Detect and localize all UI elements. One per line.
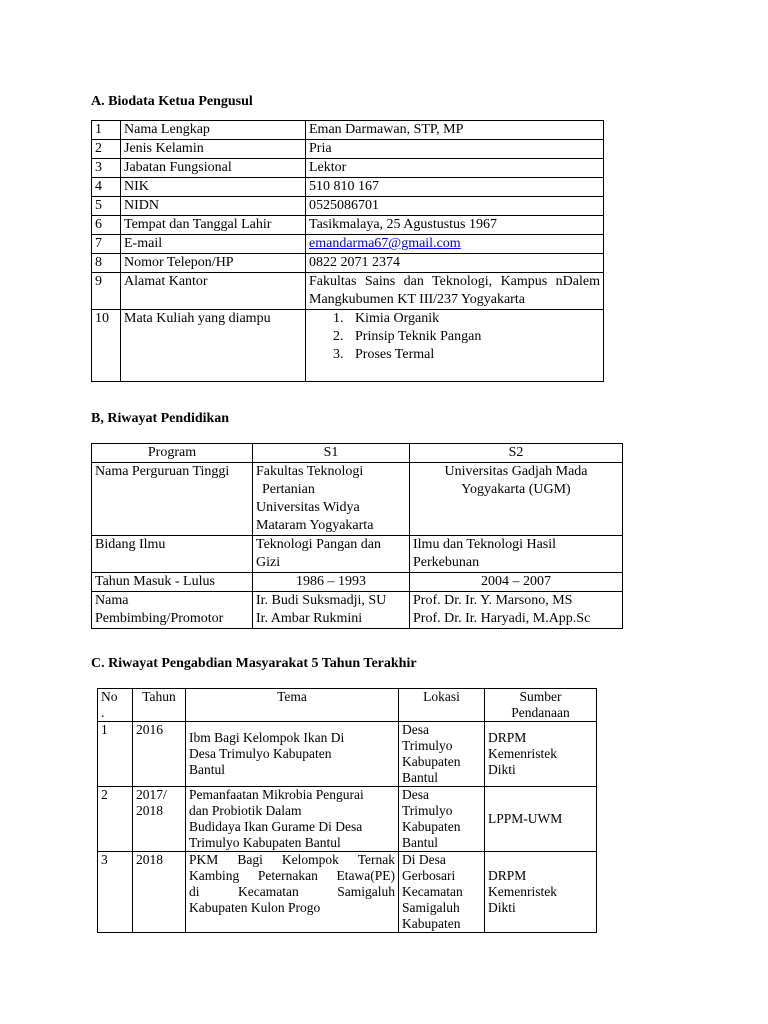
row-number: 10	[92, 310, 121, 382]
table-row	[92, 178, 604, 197]
text-line: Desa	[402, 787, 429, 802]
text-line: Gerbosari	[402, 868, 456, 883]
text-line: Ir. Budi Suksmadji, SU	[256, 593, 387, 608]
course-name: Proses Termal	[355, 347, 435, 362]
table-row	[92, 310, 604, 382]
list-item: 3. Proses Termal	[333, 347, 435, 362]
text-line: Desa Trimulyo Kabupaten	[189, 746, 332, 761]
text-line: Kemenristek	[488, 746, 557, 761]
row-value: 0525086701	[306, 197, 604, 216]
text-line: DRPM	[488, 868, 527, 883]
s1-value	[253, 536, 410, 573]
year-cell: 2016	[133, 722, 186, 787]
row-label: Bidang Ilmu	[92, 536, 253, 573]
column-header: Program	[92, 444, 253, 463]
row-label: Jabatan Fungsional	[121, 159, 306, 178]
table-row	[92, 273, 604, 310]
row-label: NIK	[121, 178, 306, 197]
text-line: Ilmu dan Teknologi Hasil	[413, 537, 557, 552]
theme-cell	[186, 722, 399, 787]
year-cell: 2018	[133, 852, 186, 933]
location-cell	[399, 852, 485, 933]
text-line: Kecamatan	[402, 884, 463, 899]
table-row	[92, 159, 604, 178]
education-table	[91, 443, 623, 629]
text-line: Teknologi Pangan dan	[256, 537, 381, 552]
row-number: 6	[92, 216, 121, 235]
text-line: PKM Bagi Kelompok Ternak	[189, 852, 395, 867]
row-label: Nama Perguruan Tinggi	[92, 463, 253, 536]
text-line: Universitas Widya	[256, 500, 360, 515]
text-line: Kabupaten	[402, 754, 461, 769]
text-line: Trimulyo	[402, 738, 453, 753]
row-label: Tahun Masuk - Lulus	[92, 573, 253, 592]
s2-value: 2004 – 2007	[410, 573, 623, 592]
text-line: 2017/	[136, 787, 167, 802]
text-line: Di Desa	[402, 852, 446, 867]
course-list-cell	[306, 310, 604, 382]
text-line: Budidaya Ikan Gurame Di Desa	[189, 819, 363, 834]
course-name: Kimia Organik	[355, 311, 440, 326]
text-line: Pendanaan	[511, 705, 570, 720]
text-line: Prof. Dr. Ir. Y. Marsono, MS	[413, 593, 573, 608]
community-service-table	[97, 688, 597, 933]
table-row	[92, 592, 623, 629]
column-header: Tema	[186, 689, 399, 722]
biodata-table	[91, 120, 604, 382]
text-line: Gizi	[256, 555, 281, 570]
row-value: Tasikmalaya, 25 Agustustus 1967	[306, 216, 604, 235]
s1-value: 1986 – 1993	[253, 573, 410, 592]
text-line: Prof. Dr. Ir. Haryadi, M.App.Sc	[413, 611, 591, 626]
text-line: .	[101, 705, 105, 720]
text-line: Kabupaten	[402, 916, 461, 931]
text-line: Mataram Yogyakarta	[256, 518, 374, 533]
row-number: 5	[92, 197, 121, 216]
text-line: Bantul	[402, 835, 438, 850]
theme-cell	[186, 852, 399, 933]
text-line: Kemenristek	[488, 884, 557, 899]
text-line: No	[101, 689, 118, 704]
text-line: Universitas Gadjah Mada	[444, 464, 588, 479]
row-value: Fakultas Sains dan Teknologi, Kampus nDalem Mangkubumen KT III/237 Yogyakarta	[306, 273, 604, 310]
section-b-title: B, Riwayat Pendidikan	[91, 411, 230, 426]
row-number: 3	[98, 852, 133, 933]
text-line: DRPM	[488, 730, 527, 745]
column-header: Tahun	[133, 689, 186, 722]
text-line: Ibm Bagi Kelompok Ikan Di	[189, 730, 345, 745]
column-header: Lokasi	[399, 689, 485, 722]
text-line: Nama	[95, 593, 129, 608]
text-line: 2018	[136, 803, 163, 818]
table-row	[92, 536, 623, 573]
column-header	[98, 689, 133, 722]
text-line: di Kecamatan Samigaluh	[189, 884, 395, 899]
s1-value	[253, 463, 410, 536]
s2-value	[410, 536, 623, 573]
funding-cell	[485, 722, 597, 787]
row-label: Nama Lengkap	[121, 121, 306, 140]
table-row	[98, 787, 597, 852]
row-number: 4	[92, 178, 121, 197]
row-label: Tempat dan Tanggal Lahir	[121, 216, 306, 235]
list-item: 2. Prinsip Teknik Pangan	[333, 329, 482, 344]
row-number: 1	[92, 121, 121, 140]
course-name: Prinsip Teknik Pangan	[355, 329, 482, 344]
column-header: S2	[410, 444, 623, 463]
table-row	[92, 463, 623, 536]
table-row	[92, 121, 604, 140]
table-row	[98, 852, 597, 933]
table-row	[92, 216, 604, 235]
row-number: 7	[92, 235, 121, 254]
text-line: Desa	[402, 722, 429, 737]
row-label: E-mail	[121, 235, 306, 254]
text-line: Trimulyo	[402, 803, 453, 818]
s2-value	[410, 463, 623, 536]
table-row	[92, 254, 604, 273]
text-line: Samigaluh	[402, 900, 460, 915]
text-line: Bantul	[402, 770, 438, 785]
text-line: Perkebunan	[413, 555, 480, 570]
funding-cell	[485, 852, 597, 933]
location-cell	[399, 722, 485, 787]
text-line: Pertanian	[262, 482, 315, 497]
table-header-row	[98, 689, 597, 722]
text-line: Kabupaten Kulon Progo	[189, 900, 321, 915]
theme-cell	[186, 787, 399, 852]
column-header	[485, 689, 597, 722]
text-line: Dikti	[488, 900, 516, 915]
row-label: Nomor Telepon/HP	[121, 254, 306, 273]
row-number: 1	[98, 722, 133, 787]
table-row	[92, 573, 623, 592]
row-number: 9	[92, 273, 121, 310]
row-number: 8	[92, 254, 121, 273]
funding-cell: LPPM-UWM	[485, 787, 597, 852]
row-label: NIDN	[121, 197, 306, 216]
row-label	[92, 592, 253, 629]
row-number: 2	[98, 787, 133, 852]
text-line: Bantul	[189, 762, 225, 777]
column-header: S1	[253, 444, 410, 463]
row-number: 2	[92, 140, 121, 159]
row-number: 3	[92, 159, 121, 178]
table-row	[92, 140, 604, 159]
text-line: Yogyakarta (UGM)	[461, 482, 571, 497]
text-line: Kabupaten	[402, 819, 461, 834]
email-link[interactable]: emandarma67@gmail.com	[309, 236, 461, 251]
table-row	[92, 235, 604, 254]
row-value: Eman Darmawan, STP, MP	[306, 121, 604, 140]
row-value: 510 810 167	[306, 178, 604, 197]
section-c-title: C. Riwayat Pengabdian Masyarakat 5 Tahun Terakhir	[91, 656, 417, 671]
table-header-row	[92, 444, 623, 463]
row-value: Pria	[306, 140, 604, 159]
location-cell	[399, 787, 485, 852]
text-line: dan Probiotik Dalam	[189, 803, 302, 818]
text-line: Sumber	[519, 689, 562, 704]
text-line: Fakultas Teknologi	[256, 464, 364, 479]
text-line: Pembimbing/Promotor	[95, 611, 224, 626]
row-value: Lektor	[306, 159, 604, 178]
s2-value	[410, 592, 623, 629]
row-label: Jenis Kelamin	[121, 140, 306, 159]
section-a-title: A. Biodata Ketua Pengusul	[91, 94, 253, 109]
text-line: Kambing Peternakan Etawa(PE)	[189, 868, 395, 883]
table-row	[92, 197, 604, 216]
row-value	[306, 235, 604, 254]
course-list	[309, 310, 600, 364]
text-line: Pemanfaatan Mikrobia Pengurai	[189, 787, 364, 802]
text-line: Trimulyo Kabupaten Bantul	[189, 835, 341, 850]
list-item: 1. Kimia Organik	[333, 311, 440, 326]
s1-value	[253, 592, 410, 629]
table-row	[98, 722, 597, 787]
row-label: Mata Kuliah yang diampu	[121, 310, 306, 382]
row-value: 0822 2071 2374	[306, 254, 604, 273]
row-label: Alamat Kantor	[121, 273, 306, 310]
text-line: Ir. Ambar Rukmini	[256, 611, 363, 626]
text-line: Dikti	[488, 762, 516, 777]
year-cell	[133, 787, 186, 852]
